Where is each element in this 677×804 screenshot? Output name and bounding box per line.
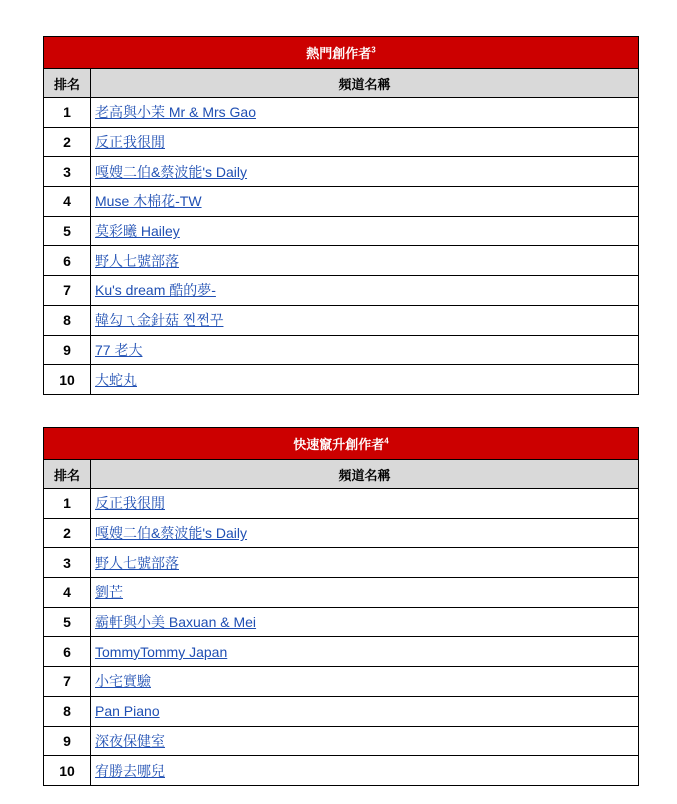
channel-cell	[91, 548, 639, 578]
channel-link[interactable]: 反正我很閒	[95, 134, 165, 151]
rank-cell: 5	[44, 216, 91, 246]
channel-cell	[91, 365, 639, 395]
channel-link[interactable]: 嘎嫂二伯&蔡波能's Daily	[95, 163, 248, 180]
channel-link[interactable]: 韓勾ㄟ金針菇 찐쩐꾸	[95, 312, 224, 329]
table-row	[44, 365, 639, 395]
channel-cell	[91, 157, 639, 187]
channel-link[interactable]: 野人七號部落	[95, 554, 179, 571]
channel-cell	[91, 305, 639, 335]
rank-cell: 2	[44, 127, 91, 157]
channel-link[interactable]: 深夜保健室	[95, 732, 165, 749]
column-header-rank: 排名	[44, 69, 91, 98]
table-row	[44, 489, 639, 519]
table-row	[44, 127, 639, 157]
table-row	[44, 667, 639, 697]
channel-cell	[91, 98, 639, 128]
rank-cell: 3	[44, 548, 91, 578]
channel-link[interactable]: 霸軒與小美 Baxuan & Mei	[95, 614, 257, 631]
column-header-channel: 頻道名稱	[91, 69, 639, 98]
channel-link[interactable]: Pan Piano	[95, 703, 160, 720]
channel-cell	[91, 216, 639, 246]
table-row	[44, 276, 639, 306]
channel-cell	[91, 489, 639, 519]
table-row	[44, 518, 639, 548]
rank-cell: 10	[44, 365, 91, 395]
rank-cell: 1	[44, 98, 91, 128]
table-row	[44, 726, 639, 756]
channel-link[interactable]: 嘎嫂二伯&蔡波能's Daily	[95, 525, 248, 542]
channel-cell	[91, 756, 639, 786]
rank-cell: 10	[44, 756, 91, 786]
table-row	[44, 98, 639, 128]
table-row	[44, 637, 639, 667]
table-body	[44, 489, 639, 786]
table-row	[44, 216, 639, 246]
rank-cell: 6	[44, 637, 91, 667]
rank-cell: 9	[44, 335, 91, 365]
rank-cell: 1	[44, 489, 91, 519]
channel-cell	[91, 518, 639, 548]
channel-cell	[91, 187, 639, 217]
rank-cell: 7	[44, 667, 91, 697]
table-body	[44, 98, 639, 395]
rank-cell: 3	[44, 157, 91, 187]
table-row	[44, 696, 639, 726]
channel-link[interactable]: 反正我很閒	[95, 495, 165, 512]
column-header-rank: 排名	[44, 460, 91, 489]
channel-cell	[91, 127, 639, 157]
table-title-row	[44, 37, 639, 69]
top-creators-table	[43, 36, 639, 395]
channel-link[interactable]: 劉芒	[95, 584, 123, 601]
rank-cell: 6	[44, 246, 91, 276]
rank-cell: 2	[44, 518, 91, 548]
table-row	[44, 548, 639, 578]
column-header-row	[44, 460, 639, 489]
rank-cell: 8	[44, 305, 91, 335]
column-header-channel: 頻道名稱	[91, 460, 639, 489]
channel-cell	[91, 607, 639, 637]
table-title	[44, 428, 639, 460]
table-row	[44, 335, 639, 365]
table-title-row	[44, 428, 639, 460]
table-row	[44, 187, 639, 217]
rank-cell: 4	[44, 578, 91, 608]
rank-cell: 5	[44, 607, 91, 637]
table-row	[44, 578, 639, 608]
channel-link[interactable]: TommyTommy Japan	[95, 643, 228, 660]
rank-cell: 7	[44, 276, 91, 306]
rising-creators-table	[43, 427, 639, 786]
channel-link[interactable]: 宥勝去哪兒	[95, 762, 165, 779]
channel-cell	[91, 696, 639, 726]
channel-cell	[91, 578, 639, 608]
footnote-marker: 4	[384, 436, 389, 446]
table-title-text: 快速竄升創作者	[293, 437, 385, 452]
channel-link[interactable]: 大蛇丸	[95, 371, 137, 388]
channel-cell	[91, 246, 639, 276]
channel-link[interactable]: 莫彩曦 Hailey	[95, 223, 180, 240]
channel-cell	[91, 335, 639, 365]
channel-link[interactable]: 77 老大	[95, 341, 143, 358]
rank-cell: 9	[44, 726, 91, 756]
channel-cell	[91, 276, 639, 306]
table-row	[44, 607, 639, 637]
channel-link[interactable]: 小宅實驗	[95, 673, 151, 690]
table-row	[44, 157, 639, 187]
table-row	[44, 756, 639, 786]
rank-cell: 4	[44, 187, 91, 217]
channel-link[interactable]: Ku's dream 酷的夢-	[95, 282, 216, 299]
table-row	[44, 305, 639, 335]
channel-link[interactable]: Muse 木棉花-TW	[95, 193, 202, 210]
channel-link[interactable]: 老高與小茉 Mr & Mrs Gao	[95, 104, 257, 121]
table-row	[44, 246, 639, 276]
channel-cell	[91, 726, 639, 756]
table-title	[44, 37, 639, 69]
table-title-text: 熱門創作者	[306, 46, 372, 61]
channel-link[interactable]: 野人七號部落	[95, 252, 179, 269]
rank-cell: 8	[44, 696, 91, 726]
column-header-row	[44, 69, 639, 98]
channel-cell	[91, 637, 639, 667]
footnote-marker: 3	[371, 45, 376, 55]
channel-cell	[91, 667, 639, 697]
